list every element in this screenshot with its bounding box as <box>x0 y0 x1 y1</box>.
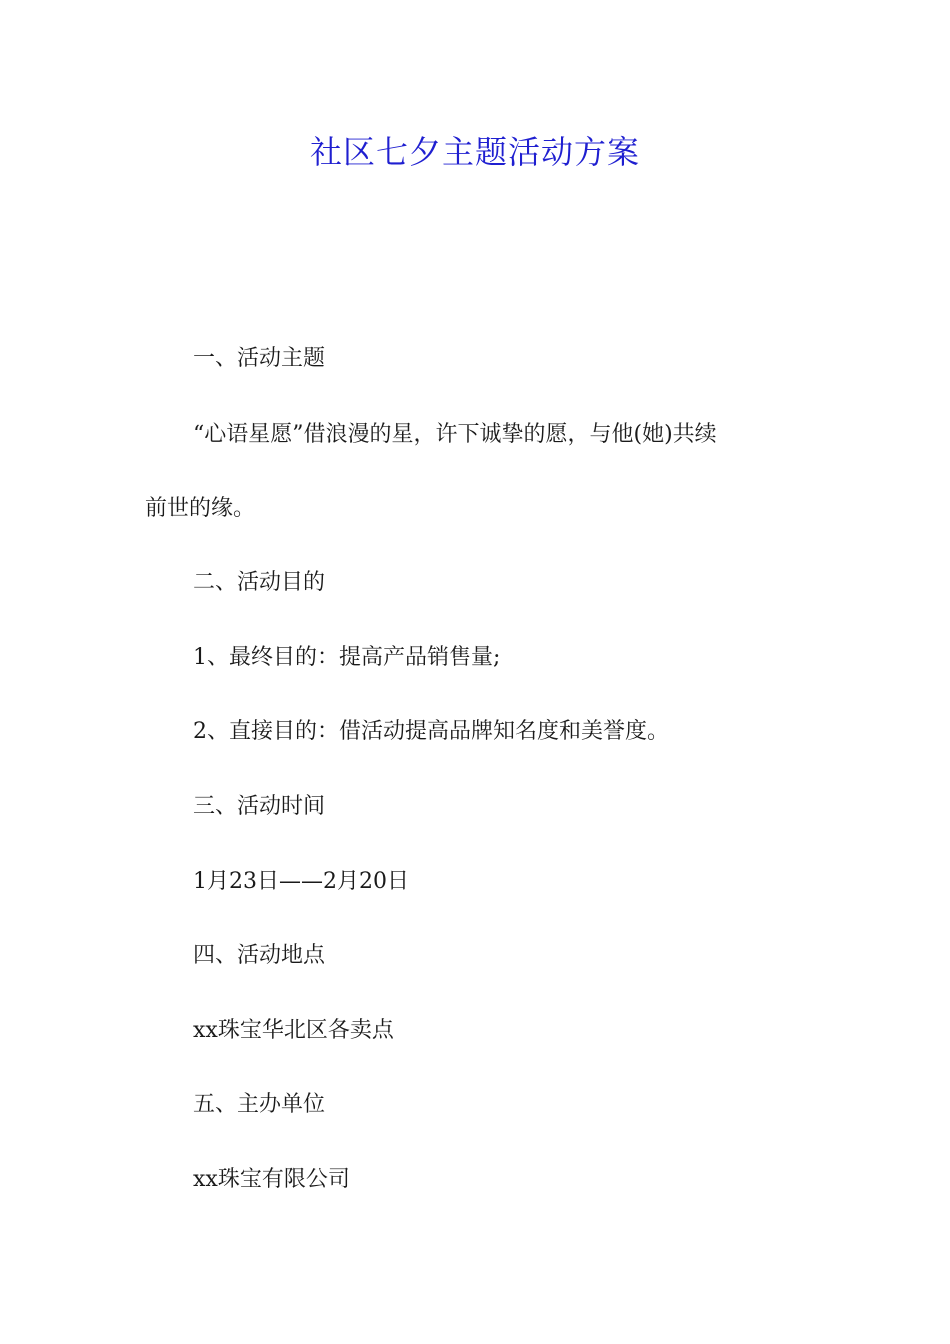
section-heading-location: 四、活动地点 <box>193 943 326 968</box>
section-heading-organizer: 五、主办单位 <box>193 1092 326 1117</box>
document-title: 社区七夕主题活动方案 <box>309 133 640 171</box>
section-heading-purpose: 二、活动目的 <box>193 570 326 595</box>
theme-text-line-2: 前世的缘。 <box>145 496 256 521</box>
location-text: xx珠宝华北区各卖点 <box>193 1018 394 1043</box>
purpose-item-2: 2、直接目的：借活动提高品牌知名度和美誉度。 <box>193 719 669 744</box>
section-heading-time: 三、活动时间 <box>193 794 326 819</box>
section-heading-theme: 一、活动主题 <box>193 346 326 371</box>
purpose-item-1: 1、最终目的：提高产品销售量; <box>193 645 501 670</box>
theme-text-line-1: “心语星愿”借浪漫的星，许下诚挚的愿，与他(她)共续 <box>193 422 717 447</box>
time-text: 1月23日——2月20日 <box>193 869 409 894</box>
organizer-text: xx珠宝有限公司 <box>193 1167 350 1192</box>
